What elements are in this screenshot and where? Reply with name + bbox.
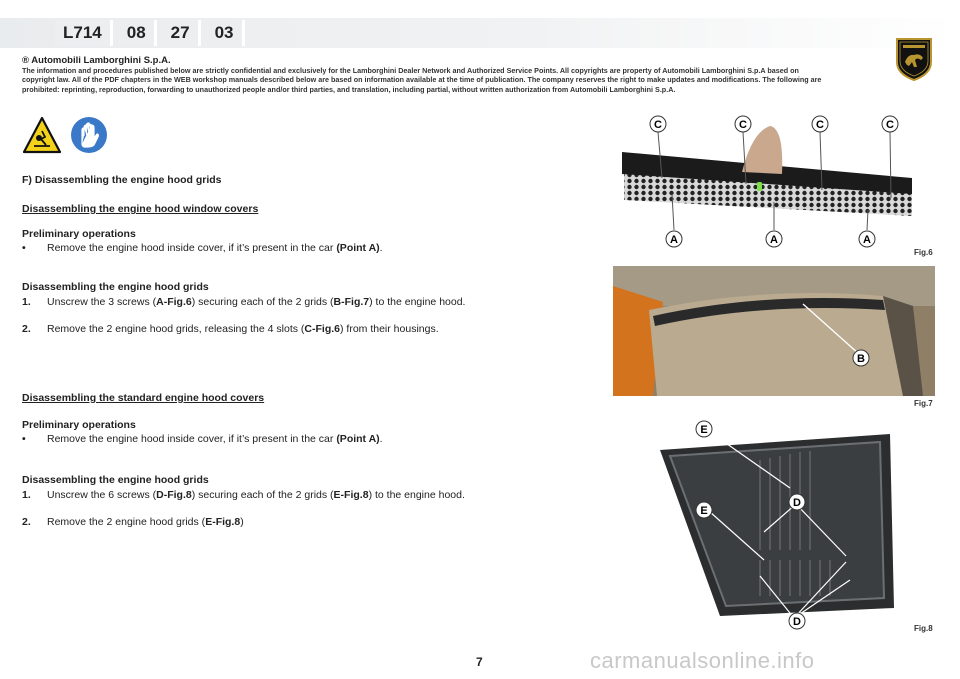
callout-label: A — [670, 234, 678, 246]
step-number: 2. — [22, 323, 31, 335]
step-number: 2. — [22, 516, 31, 528]
window-prelim-ref: (Point A) — [336, 242, 380, 254]
callout-label: C — [886, 119, 894, 131]
lamborghini-logo-icon — [894, 36, 934, 82]
standard-prelim-ref: (Point A) — [336, 433, 380, 445]
standard-step-1 — [22, 489, 465, 501]
standard-prelim-text: Remove the engine hood inside cover, if it’s present in the car — [47, 433, 337, 445]
code-group: 08 — [119, 20, 157, 46]
step-text: ) — [240, 516, 244, 528]
callout-e2 — [696, 502, 712, 518]
window-prelim-heading: Preliminary operations — [22, 228, 136, 240]
step-text: Unscrew the 6 screws ( — [47, 489, 157, 501]
step-text: ) from their housings. — [340, 323, 439, 335]
callout-a1 — [666, 231, 682, 247]
callout-label: A — [863, 234, 871, 246]
callout-label: D — [793, 616, 801, 628]
step-text: Remove the 2 engine hood grids ( — [47, 516, 206, 528]
fig6-label: Fig.6 — [914, 248, 933, 257]
callout-d2 — [789, 613, 805, 629]
green-clip — [757, 182, 762, 191]
ref-e-fig8: E-Fig.8 — [333, 489, 369, 501]
callout-label: D — [793, 497, 801, 509]
window-prelim-text: Remove the engine hood inside cover, if it’s present in the car — [47, 242, 337, 254]
callout-d1 — [789, 494, 805, 510]
section-title: F) Disassembling the engine hood grids — [22, 174, 222, 186]
copyright-text: The information and procedures published below are strictly confidential and exclusively for the Lamborghini Dealer Network and Authorized Service Points. All copyrights are property of Automobili Lamborghini S.p.A based on copyright law. All of the PDF chapters in the WEB workshop manuals described below are based on information available at the time of publication. The company reserves the right to make updates and modifications. The following are prohibited: reprinting, reproduction, forwarding to unauthorized people and/or third parties, and translation, including partial, without written authorization from Automobili Lamborghini S.p.A. — [22, 66, 822, 94]
callout-c4 — [882, 116, 898, 132]
callout-e1 — [696, 421, 712, 437]
step-text: ) securing each of the 2 grids ( — [191, 489, 334, 501]
ref-a-fig6: A-Fig.6 — [156, 296, 192, 308]
standard-prelim-end: . — [379, 433, 383, 445]
standard-covers-heading: Disassembling the standard engine hood covers — [22, 392, 265, 404]
step-number: 1. — [22, 489, 31, 501]
callout-label: E — [700, 505, 708, 517]
callout-a3 — [859, 231, 875, 247]
document-code — [55, 20, 245, 46]
step-text: ) securing each of the 2 grids ( — [191, 296, 334, 308]
copyright-company: ® Automobili Lamborghini S.p.A. — [22, 55, 171, 66]
page-number: 7 — [476, 655, 483, 669]
step-text: ) to the engine hood. — [369, 296, 466, 308]
code-section: 03 — [207, 20, 245, 46]
ref-e-fig8: E-Fig.8 — [205, 516, 241, 528]
callout-b — [853, 350, 869, 366]
step-number: 1. — [22, 296, 31, 308]
standard-step-2 — [22, 516, 244, 528]
bullet-icon: • — [22, 242, 26, 254]
ref-d-fig8: D-Fig.8 — [156, 489, 192, 501]
figure-6-image — [612, 112, 930, 250]
window-prelim-bullet — [22, 242, 383, 254]
code-model: L714 — [55, 20, 113, 46]
fig7-label: Fig.7 — [914, 399, 933, 408]
callout-label: E — [700, 424, 708, 436]
fig8-label: Fig.8 — [914, 624, 933, 633]
callout-label: B — [857, 353, 865, 365]
window-prelim-end: . — [379, 242, 383, 254]
callout-label: C — [739, 119, 747, 131]
window-grids-heading: Disassembling the engine hood grids — [22, 281, 209, 293]
callout-label: C — [816, 119, 824, 131]
ref-c-fig6: C-Fig.6 — [304, 323, 340, 335]
window-step-1 — [22, 296, 465, 308]
standard-prelim-heading: Preliminary operations — [22, 419, 136, 431]
watermark: carmanualsonline.info — [590, 648, 815, 673]
hand — [742, 126, 782, 174]
ref-b-fig7: B-Fig.7 — [333, 296, 370, 308]
callout-c3 — [812, 116, 828, 132]
callout-c1 — [650, 116, 666, 132]
step-text: ) to the engine hood. — [368, 489, 465, 501]
callout-label: C — [654, 119, 662, 131]
step-text: Unscrew the 3 screws ( — [47, 296, 157, 308]
protective-gloves-icon — [70, 116, 108, 154]
bullet-icon: • — [22, 433, 26, 445]
figure-7-image — [613, 266, 935, 396]
standard-prelim-bullet — [22, 433, 383, 445]
warning-icons — [22, 116, 108, 154]
window-step-2 — [22, 323, 439, 335]
window-covers-heading: Disassembling the engine hood window covers — [22, 203, 259, 215]
callout-label: A — [770, 234, 778, 246]
copyright-notice — [22, 56, 830, 94]
standard-grids-heading: Disassembling the engine hood grids — [22, 474, 209, 486]
callout-c2 — [735, 116, 751, 132]
electrical-hazard-warning-icon — [22, 116, 62, 154]
code-subgroup: 27 — [163, 20, 201, 46]
step-text: Remove the 2 engine hood grids, releasing the 4 slots ( — [47, 323, 305, 335]
callout-a2 — [766, 231, 782, 247]
figure-8-image — [660, 420, 900, 630]
